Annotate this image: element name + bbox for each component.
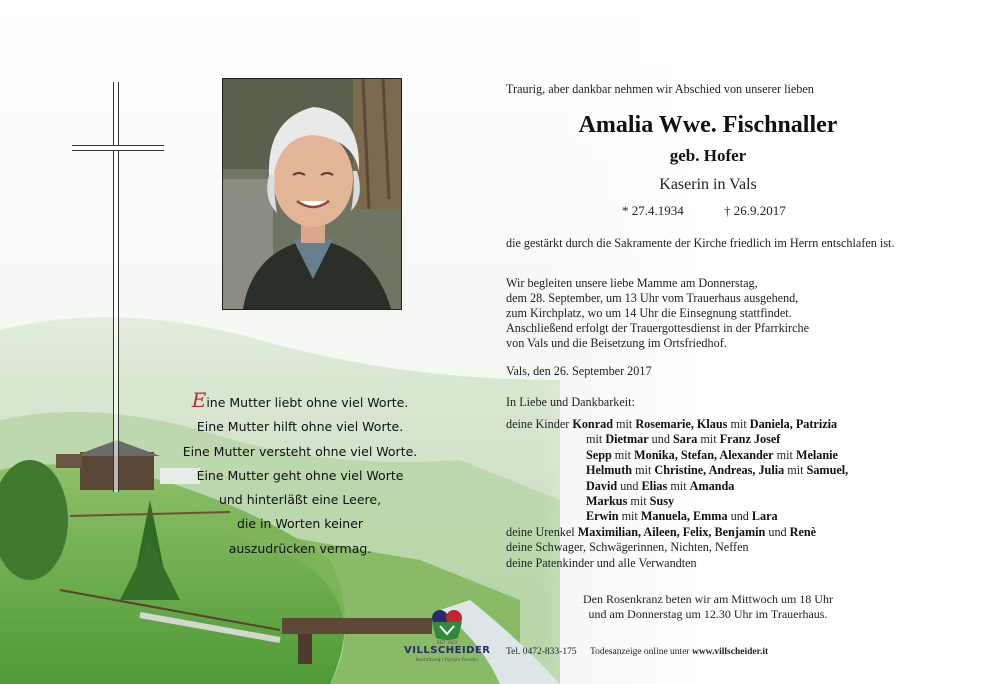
- family-member-name: Daniela, Patrizia: [749, 417, 838, 431]
- family-member-name: Sepp: [586, 447, 612, 462]
- family-member-name: David: [586, 478, 618, 493]
- death-date: † 26.9.2017: [724, 203, 786, 218]
- family-member-name: Erwin: [586, 509, 619, 524]
- poem-line: die in Worten keiner: [236, 516, 364, 532]
- paragraph-line: von Vals und die Beisetzung im Ortsfriedhof.: [506, 336, 727, 350]
- paragraph-line: dem 28. September, um 13 Uhr vom Trauerhaus ausgehend,: [506, 291, 799, 305]
- poem-dropcap: E: [191, 388, 207, 412]
- poem-line: Eine Mutter hilft ohne viel Worte.: [196, 419, 404, 435]
- family-line: [586, 448, 838, 463]
- family-connector: mit: [586, 432, 606, 447]
- intro-text: Traurig, aber dankbar nehmen wir Abschied von unserer lieben: [506, 82, 814, 96]
- paragraph-line: Wir begleiten unsere liebe Mamme am Donnerstag,: [506, 276, 758, 290]
- rosary-notice: [506, 592, 910, 622]
- family-member-name: Christine, Andreas, Julia: [654, 463, 785, 478]
- funeral-home-logo: [404, 604, 490, 668]
- family-member-name: Samuel,: [806, 463, 849, 478]
- family-member-name: Susy: [649, 494, 675, 508]
- birth-date: * 27.4.1934: [622, 203, 684, 218]
- family-member-name: Renè: [789, 524, 817, 539]
- family-connector: und: [617, 478, 642, 493]
- portrait-photo: [222, 78, 402, 310]
- rosary-line: Den Rosenkranz beten wir am Mittwoch um 18 Uhr: [583, 592, 833, 606]
- family-connector: mit: [727, 417, 750, 431]
- cross-horizontal-bar: [72, 145, 164, 151]
- footer-web-link[interactable]: www.villscheider.it: [691, 647, 769, 657]
- family-connector: und: [727, 509, 752, 524]
- logo-since: SEIT 1923: [436, 640, 458, 645]
- poem-line: auszudrücken vermag.: [228, 540, 372, 556]
- family-line: [586, 509, 778, 524]
- family-connector: mit: [697, 432, 720, 447]
- dateline: Vals, den 26. September 2017: [506, 364, 652, 378]
- family-member-name: Lara: [751, 509, 778, 524]
- family-member-name: Sara: [673, 432, 698, 447]
- family-line: [586, 494, 674, 509]
- poem: [170, 388, 430, 561]
- family-connector: mit: [784, 463, 807, 478]
- family-member-name: Amanda: [689, 478, 735, 493]
- poem-line-text: ine Mutter liebt ohne viel Worte.: [206, 395, 409, 410]
- family-member-name: Konrad: [572, 417, 613, 431]
- family-connector: deine Kinder: [506, 417, 573, 431]
- birth-name: geb. Hofer: [669, 146, 747, 165]
- poem-line: Eine Mutter versteht ohne viel Worte.: [182, 443, 418, 459]
- footer-telephone: Tel. 0472-833-175: [506, 647, 577, 657]
- family-connector: mit: [632, 463, 655, 478]
- family-connector: deine Urenkel: [506, 524, 578, 539]
- logo-emblem-icon: [404, 604, 490, 642]
- family-connector: mit: [612, 417, 636, 431]
- family-member-name: Manuela, Emma: [640, 509, 728, 524]
- family-connector: deine Patenkinder und alle Verwandten: [506, 555, 697, 570]
- portrait-illustration: [223, 79, 401, 309]
- family-member-name: Maximilian, Aileen, Felix, Benjamin: [577, 524, 766, 539]
- thanks-line: In Liebe und Dankbarkeit:: [506, 395, 635, 409]
- family-line: [586, 432, 780, 447]
- footer-web-prefix: Todesanzeige online unter: [590, 647, 692, 657]
- poem-line: [170, 388, 430, 415]
- paragraph-sacraments: die gestärkt durch die Sakramente der Kirche friedlich im Herrn entschlafen ist.: [506, 236, 895, 250]
- poem-line: und hinterläßt eine Leere,: [218, 492, 382, 508]
- poem-line: Eine Mutter geht ohne viel Worte: [196, 467, 404, 483]
- cross-vertical-bar: [113, 82, 119, 492]
- family-line: [586, 463, 848, 478]
- family-connector: deine Schwager, Schwägerinnen, Nichten, Neffen: [506, 540, 749, 555]
- rosary-line: und am Donnerstag um 12.30 Uhr im Trauerhaus.: [588, 607, 828, 621]
- family-member-name: Melanie: [795, 447, 838, 462]
- family-line: [506, 540, 749, 555]
- logo-subtitle: Bestattung | Pompe Funebri: [415, 658, 479, 663]
- family-member-name: Elias: [641, 478, 668, 493]
- paragraph-line: Anschließend erfolgt der Trauergottesdienst in der Pfarrkirche: [506, 321, 810, 335]
- family-member-name: Dietmar: [605, 432, 649, 447]
- family-connector: und: [765, 524, 790, 539]
- family-line: [506, 525, 816, 540]
- family-line: [506, 556, 697, 571]
- family-member-name: Helmuth: [586, 463, 633, 478]
- family-connector: mit: [611, 447, 635, 462]
- family-line: [586, 479, 734, 494]
- deceased-name: Amalia Wwe. Fischnaller: [578, 112, 838, 138]
- family-member-name: Markus: [586, 494, 628, 508]
- family-member-name: Franz Josef: [719, 432, 781, 447]
- logo-name: VILLSCHEIDER: [404, 645, 491, 656]
- family-connector: mit: [627, 494, 650, 508]
- family-member-name: Monika, Stefan, Alexander: [634, 447, 774, 462]
- family-connector: und: [648, 432, 673, 447]
- footer-web: [590, 647, 768, 657]
- paragraph-line: zum Kirchplatz, wo um 14 Uhr die Einsegnung stattfindet.: [506, 306, 792, 320]
- family-connector: mit: [667, 478, 690, 493]
- family-connector: mit: [618, 509, 641, 524]
- family-connector: mit: [773, 447, 796, 462]
- family-member-name: Rosemarie, Klaus: [635, 417, 728, 431]
- house-name: Kaserin in Vals: [659, 176, 757, 193]
- paragraph-funeral: [506, 276, 926, 351]
- family-line: [506, 417, 837, 432]
